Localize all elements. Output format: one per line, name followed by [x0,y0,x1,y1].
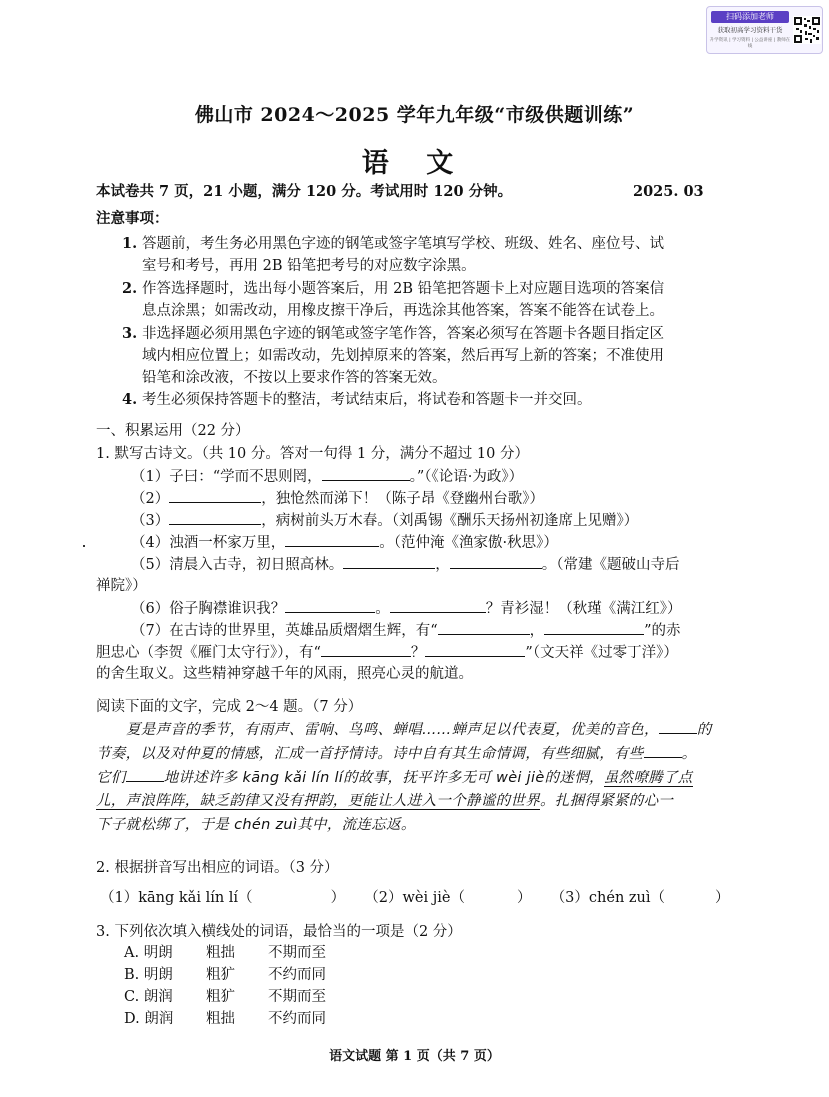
q1-item-2: （2） ，独怆然而涕下！（陈子昂《登幽州台歌》） [131,488,544,509]
q1-intro: 1. 默写古诗文。（共 10 分。答对一句得 1 分，满分不超过 10 分） [96,446,529,462]
section-heading: 一、积累运用（22 分） [96,423,250,439]
notice-item: 4. 考生必须保持答题卡的整洁，考试结束后，将试卷和答题卡一并交回。 [122,391,592,408]
answer-blank[interactable] [322,466,410,481]
notice-line: 铅笔和涂改液，不按以上要求作答的答案无效。 [142,370,447,386]
notice-item: 1. 答题前，考生务必用黑色字迹的钢笔或签字笔填写学校、班级、姓名、座位号、试 [122,235,664,252]
answer-blank[interactable] [321,642,411,657]
notice-line: 域内相应位置上；如需改动，先划掉原来的答案，然后再写上新的答案；不准使用 [142,348,664,364]
notice-line: 室号和考号，再用 2B 铅笔把考号的对应数字涂黑。 [142,258,476,274]
q1-item-1: （1）子曰：“学而不思则罔， 。”（《论语·为政》） [131,466,523,487]
page-footer: 语文试题 第 1 页（共 7 页） [329,1049,500,1064]
underlined-sentence: 虽然嘹腾了点 [603,770,693,786]
q3-option-a[interactable]: A. 明朗 粗拙 不期而至 [124,945,326,961]
q1-item-7-cont: 胆忠心（李贺《雁门太守行》），有“ ？ ”（文天祥《过零丁洋》） [96,642,678,663]
notice-line: 息点涂黑；如需改动，用橡皮擦干净后，再选涂其他答案，答案不能答在试卷上。 [142,303,664,319]
answer-blank[interactable] [544,620,644,635]
qr-caption: 升学资讯 | 学习资料 | 公益讲座 | 教师在线 [709,38,791,49]
passage-line: 它们 地讲述许多 kāng kǎi lín lí的故事，抚平许多无可 wèi jiè的迷惘，虽然嘹腾了点 [96,767,693,788]
q1-item-4: （4）浊酒一杯家万里， 。（范仲淹《渔家傲·秋思》） [131,532,558,553]
qr-subtitle: 获取初高学习资料干货 [717,26,783,34]
q2-answers: （1）kāng kǎi lín lí（ ） （2）wèi jiè（ ） （3）chén zuì（ ） [100,890,730,906]
passage-blank[interactable] [659,719,697,734]
reading-intro: 阅读下面的文字，完成 2～4 题。（7 分） [96,699,363,715]
passage-line: 儿，声浪阵阵，缺乏韵律又没有押韵，更能让人进入一个静谧的世界。扎捆得紧紧的心一 [96,793,674,809]
passage-line: 节奏，以及对仲夏的情感，汇成一首抒情诗。诗中自有其生命情调，有些细腻，有些 。 [96,743,696,764]
exam-info: 本试卷共 7 页，21 小题，满分 120 分。考试用时 120 分钟。 [96,183,513,200]
exam-date: 2025. 03 [633,183,704,200]
answer-blank[interactable] [438,620,530,635]
notice-heading: 注意事项： [96,210,169,227]
qr-promo-badge[interactable] [706,6,823,54]
q3-option-b[interactable]: B. 明朗 粗犷 不约而同 [124,967,326,983]
answer-blank[interactable] [285,598,375,613]
answer-blank[interactable] [169,510,261,525]
answer-blank[interactable] [169,488,261,503]
passage-line: 下子就松绑了，于是 chén zuì其中，流连忘返。 [96,817,416,833]
q1-item-7: （7）在古诗的世界里，英雄品质熠熠生辉，有“ ， ”的赤 [131,620,681,641]
underlined-sentence: 儿，声浪阵阵，缺乏韵律又没有押韵，更能让人进入一个静谧的世界 [96,793,540,809]
q3-option-c[interactable]: C. 朗润 粗犷 不期而至 [124,989,326,1005]
passage-blank[interactable] [126,767,164,782]
q2-text: 2. 根据拼音写出相应的词语。（3 分） [96,860,339,876]
passage-blank[interactable] [644,743,682,758]
passage-line: 夏是声音的季节，有雨声、雷响、鸟鸣、蝉唱……蝉声足以代表夏，优美的音色， 的 [126,719,712,740]
q1-item-5-cont: 禅院》） [96,578,147,594]
q3-text: 3. 下列依次填入横线处的词语，最恰当的一项是（2 分） [96,924,462,940]
q1-item-7-end: 的舍生取义。这些精神穿越千年的风雨，照亮心灵的航道。 [96,666,473,682]
qr-code-icon [793,11,821,49]
q1-item-6: （6）俗子胸襟谁识我？ 。 ？青衫湿！（秋瑾《满江红》） [131,598,681,619]
q1-item-3: （3） ，病树前头万木春。（刘禹锡《酬乐天扬州初逢席上见赠》） [131,510,638,531]
q1-item-5: （5）清晨入古寺，初日照高林。 ， 。（常建《题破山寺后 [131,554,679,575]
stray-mark [83,545,85,547]
notice-item: 2. 作答选择题时，选出每小题答案后，用 2B 铅笔把答题卡上对应题目选项的答案信 [122,280,665,297]
answer-blank[interactable] [390,598,486,613]
exam-subject: 语 文 [361,148,468,179]
answer-blank[interactable] [343,554,435,569]
answer-blank[interactable] [285,532,379,547]
qr-banner: 扫码添加老师 [711,11,789,23]
answer-blank[interactable] [450,554,542,569]
answer-blank[interactable] [425,642,525,657]
notice-item: 3. 非选择题必须用黑色字迹的钢笔或签字笔作答，答案必须写在答题卡各题目指定区 [122,325,664,342]
q3-option-d[interactable]: D. 朗润 粗拙 不约而同 [124,1011,326,1027]
exam-title: 佛山市 2024～2025 学年九年级“市级供题训练” [194,104,635,126]
